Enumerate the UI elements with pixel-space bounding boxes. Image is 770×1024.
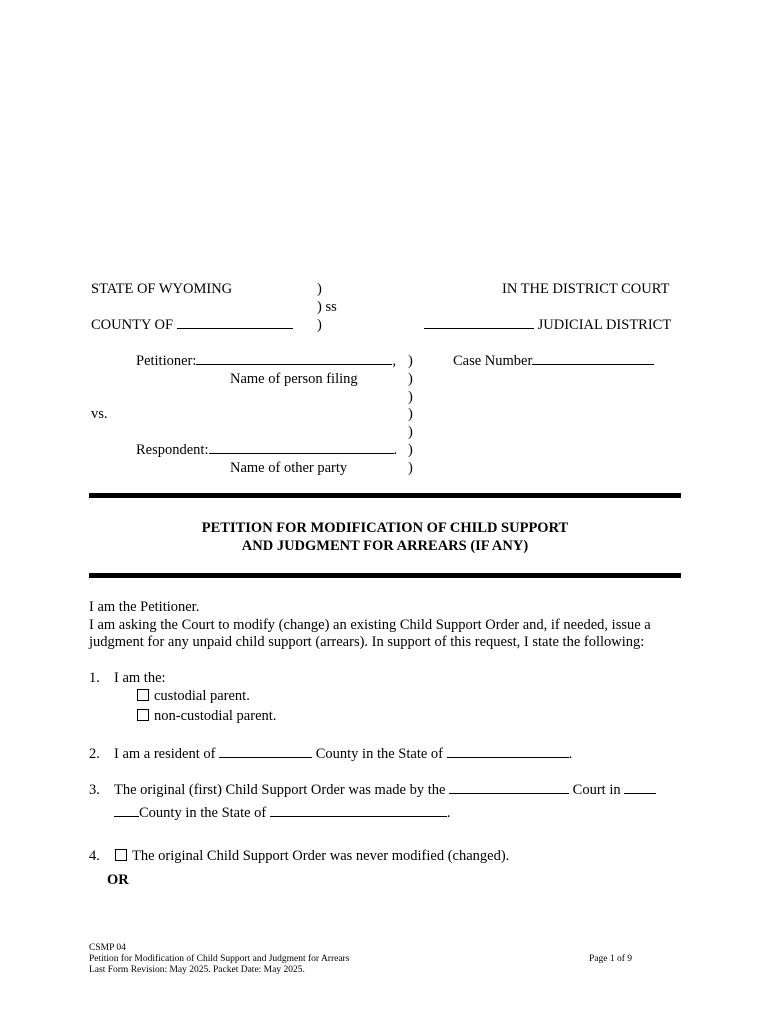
original-court-blank[interactable] <box>449 792 569 794</box>
original-county-blank-b[interactable] <box>114 815 139 817</box>
caption-paren: ) <box>408 460 413 476</box>
caption-paren: ) <box>408 353 413 369</box>
petitioner-sub: Name of person filing <box>230 371 358 387</box>
item-3-number: 3. <box>89 782 100 798</box>
custodial-label: custodial parent. <box>154 688 250 704</box>
caption-paren: ) <box>317 317 322 333</box>
caption-paren: ) <box>408 442 413 458</box>
intro-line-2: I am asking the Court to modify (change) an existing Child Support Order and, if needed, issue a <box>89 617 651 633</box>
item-2-number: 2. <box>89 746 100 762</box>
title-line-2: AND JUDGMENT FOR ARREARS (IF ANY) <box>241 538 529 554</box>
vs-label: vs. <box>91 406 108 422</box>
item-3-end: . <box>446 805 451 821</box>
district-blank[interactable] <box>424 327 534 329</box>
item-1-text: I am the: <box>114 670 166 686</box>
custodial-checkbox[interactable] <box>137 689 149 701</box>
item-3-text-cont <box>114 805 451 822</box>
judicial-district-text: JUDICIAL DISTRICT <box>537 317 672 333</box>
item-2-part-b: County in the State of <box>315 746 443 762</box>
item-3-text <box>114 782 656 799</box>
item-3-part-c: County in the State of <box>139 805 267 821</box>
bottom-rule <box>89 573 681 578</box>
item-2-end: . <box>568 746 573 762</box>
ss-label: ) ss <box>317 299 337 315</box>
item-3-part-b: Court in <box>572 782 621 798</box>
non-custodial-checkbox[interactable] <box>137 709 149 721</box>
petitioner-name-blank[interactable] <box>196 363 392 365</box>
respondent-sub: Name of other party <box>230 460 348 476</box>
page-number: Page 1 of 9 <box>589 954 633 964</box>
original-county-blank-a[interactable] <box>624 792 656 794</box>
title-line-1: PETITION FOR MODIFICATION OF CHILD SUPPORT <box>201 520 569 536</box>
item-3-part-a: The original (first) Child Support Order was made by the <box>114 782 446 798</box>
non-custodial-label: non-custodial parent. <box>154 708 277 724</box>
item-4-option[interactable] <box>115 848 509 865</box>
never-modified-label: The original Child Support Order was never modified (changed). <box>132 848 510 864</box>
respondent-name-blank[interactable] <box>209 452 394 454</box>
top-rule <box>89 493 681 498</box>
item-1-number: 1. <box>89 670 100 686</box>
respondent-row: Respondent: . <box>136 442 398 458</box>
case-number-blank[interactable] <box>532 363 654 365</box>
footer-revision: Last Form Revision: May 2025. Packet Date: May 2025. <box>89 965 305 975</box>
petitioner-label: Petitioner: <box>136 353 197 369</box>
footer-form-title: Petition for Modification of Child Support and Judgment for Arrears <box>89 954 350 964</box>
footer <box>89 943 349 976</box>
resident-county-blank[interactable] <box>219 756 312 758</box>
court-label: IN THE DISTRICT COURT <box>502 281 670 297</box>
county-prefix: COUNTY OF <box>91 317 174 333</box>
petitioner-row: Petitioner: , <box>136 353 397 369</box>
district-label <box>424 317 671 334</box>
case-number-row <box>453 353 654 370</box>
original-state-blank[interactable] <box>270 815 447 817</box>
caption-paren: ) <box>317 281 322 297</box>
footer-form-code: CSMP 04 <box>89 943 126 953</box>
county-blank[interactable] <box>177 327 293 329</box>
item-2-part-a: I am a resident of <box>114 746 216 762</box>
item-4-number: 4. <box>89 848 100 864</box>
caption-paren: ) <box>408 389 413 405</box>
respondent-label: Respondent: <box>136 442 209 458</box>
or-label: OR <box>107 872 129 888</box>
caption-paren: ) <box>408 406 413 422</box>
item-2-text <box>114 746 572 763</box>
caption-paren: ) <box>408 424 413 440</box>
option-custodial[interactable] <box>137 688 250 705</box>
never-modified-checkbox[interactable] <box>115 849 127 861</box>
county-label <box>91 317 293 334</box>
option-non-custodial[interactable] <box>137 708 276 725</box>
caption-paren: ) <box>408 371 413 387</box>
case-number-label: Case Number <box>453 353 533 369</box>
resident-state-blank[interactable] <box>447 756 569 758</box>
state-label: STATE OF WYOMING <box>91 281 233 297</box>
intro-line-3: judgment for any unpaid child support (arrears). In support of this request, I state the following: <box>89 634 645 650</box>
intro-line-1: I am the Petitioner. <box>89 599 200 615</box>
